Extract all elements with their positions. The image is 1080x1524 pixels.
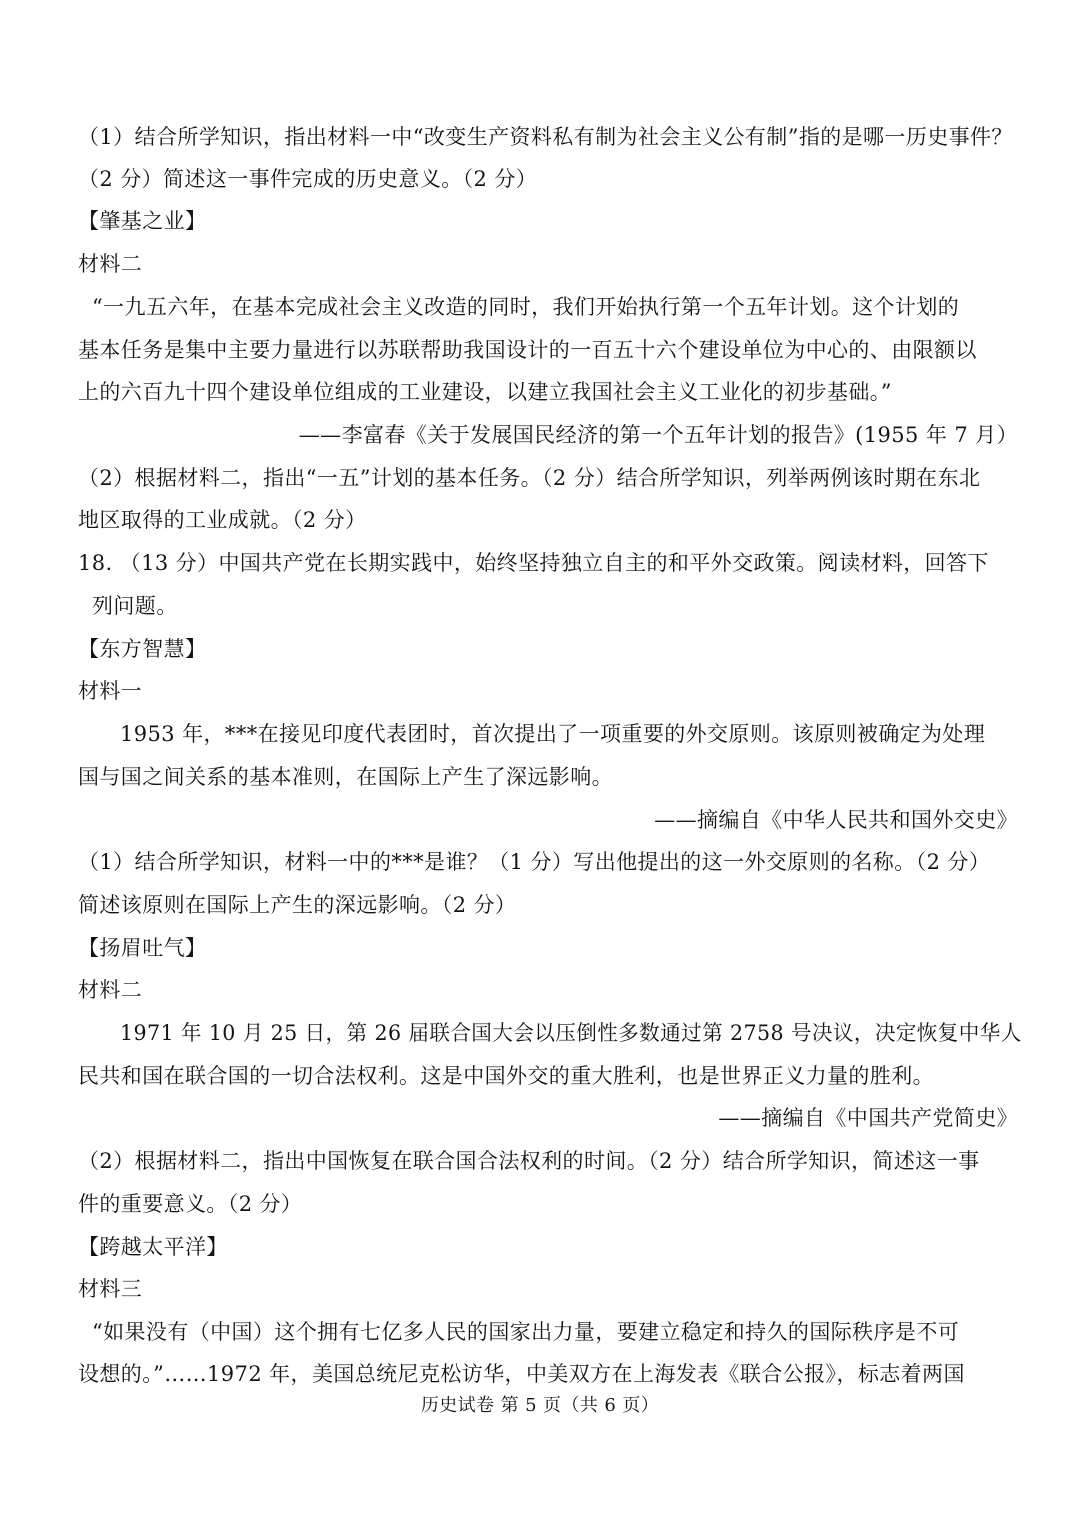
material-one-label: 材料一 [78,679,143,703]
question-18-line-2: 列问题。 [92,594,178,618]
material-three-text-line-2: 设想的。”……1972 年，美国总统尼克松访华，中美双方在上海发表《联合公报》，标志着两国 [78,1362,965,1386]
material-three-text-line-1: “如果没有（中国）这个拥有七亿多人民的国家出力量，要建立稳定和持久的国际秩序是不可 [92,1320,960,1344]
question-1-line-2: （2 分）简述这一事件完成的历史意义。（2 分） [78,167,538,191]
question-18-line-1: 18. （13 分）中国共产党在长期实践中，始终坚持独立自主的和平外交政策。阅读材料，回答下 [78,551,989,575]
question-18-1-line-2: 简述该原则在国际上产生的深远影响。（2 分） [78,893,517,917]
question-18-1-line-1: （1）结合所学知识，材料一中的***是谁？（1 分）写出他提出的这一外交原则的名称。（2 分） [78,850,991,874]
material-two-label: 材料二 [78,252,143,276]
material-two-b-text-line-1: 1971 年 10 月 25 日，第 26 届联合国大会以压倒性多数通过第 2758 号决议，决定恢复中华人 [120,1021,1022,1045]
material-three-label: 材料三 [78,1277,143,1301]
material-two-text-line-2: 基本任务是集中主要力量进行以苏联帮助我国设计的一百五十六个建设单位为中心的、由限额以 [78,338,977,362]
question-18-2-line-1: （2）根据材料二，指出中国恢复在联合国合法权利的时间。（2 分）结合所学知识，简述这一事 [78,1149,980,1173]
material-one-source: ——摘编自《中华人民共和国外交史》 [654,808,1018,832]
section-heading-dongfang: 【东方智慧】 [78,637,207,661]
question-1-line-1: （1）结合所学知识，指出材料一中“改变生产资料私有制为社会主义公有制”指的是哪一历史事件？ [78,125,1013,149]
material-two-text-line-3: 上的六百九十四个建设单位组成的工业建设，以建立我国社会主义工业化的初步基础。” [78,380,892,404]
material-two-b-text-line-2: 民共和国在联合国的一切合法权利。这是中国外交的重大胜利，也是世界正义力量的胜利。 [78,1064,934,1088]
question-2-line-1: （2）根据材料二，指出“一五”计划的基本任务。（2 分）结合所学知识，列举两例该时期在东北 [78,466,981,490]
page-footer: 历史试卷 第 5 页（共 6 页） [420,1395,660,1416]
question-18-2-line-2: 件的重要意义。（2 分） [78,1192,303,1216]
section-heading-kuayue: 【跨越太平洋】 [78,1235,228,1259]
question-2-line-2: 地区取得的工业成就。（2 分） [78,508,367,532]
material-one-text-line-1: 1953 年，***在接见印度代表团时，首次提出了一项重要的外交原则。该原则被确定为处理 [120,722,986,746]
material-two-b-source: ——摘编自《中国共产党简史》 [718,1106,1018,1130]
material-one-text-line-2: 国与国之间关系的基本准则，在国际上产生了深远影响。 [78,765,613,789]
section-heading-yangmei: 【扬眉吐气】 [78,936,207,960]
material-two-source: ——李富春《关于发展国民经济的第一个五年计划的报告》(1955 年 7 月） [298,423,1018,447]
section-heading-zhaoji: 【肇基之业】 [78,209,207,233]
material-two-b-label: 材料二 [78,978,143,1002]
material-two-text-line-1: “一九五六年，在基本完成社会主义改造的同时，我们开始执行第一个五年计划。这个计划的 [92,295,960,319]
